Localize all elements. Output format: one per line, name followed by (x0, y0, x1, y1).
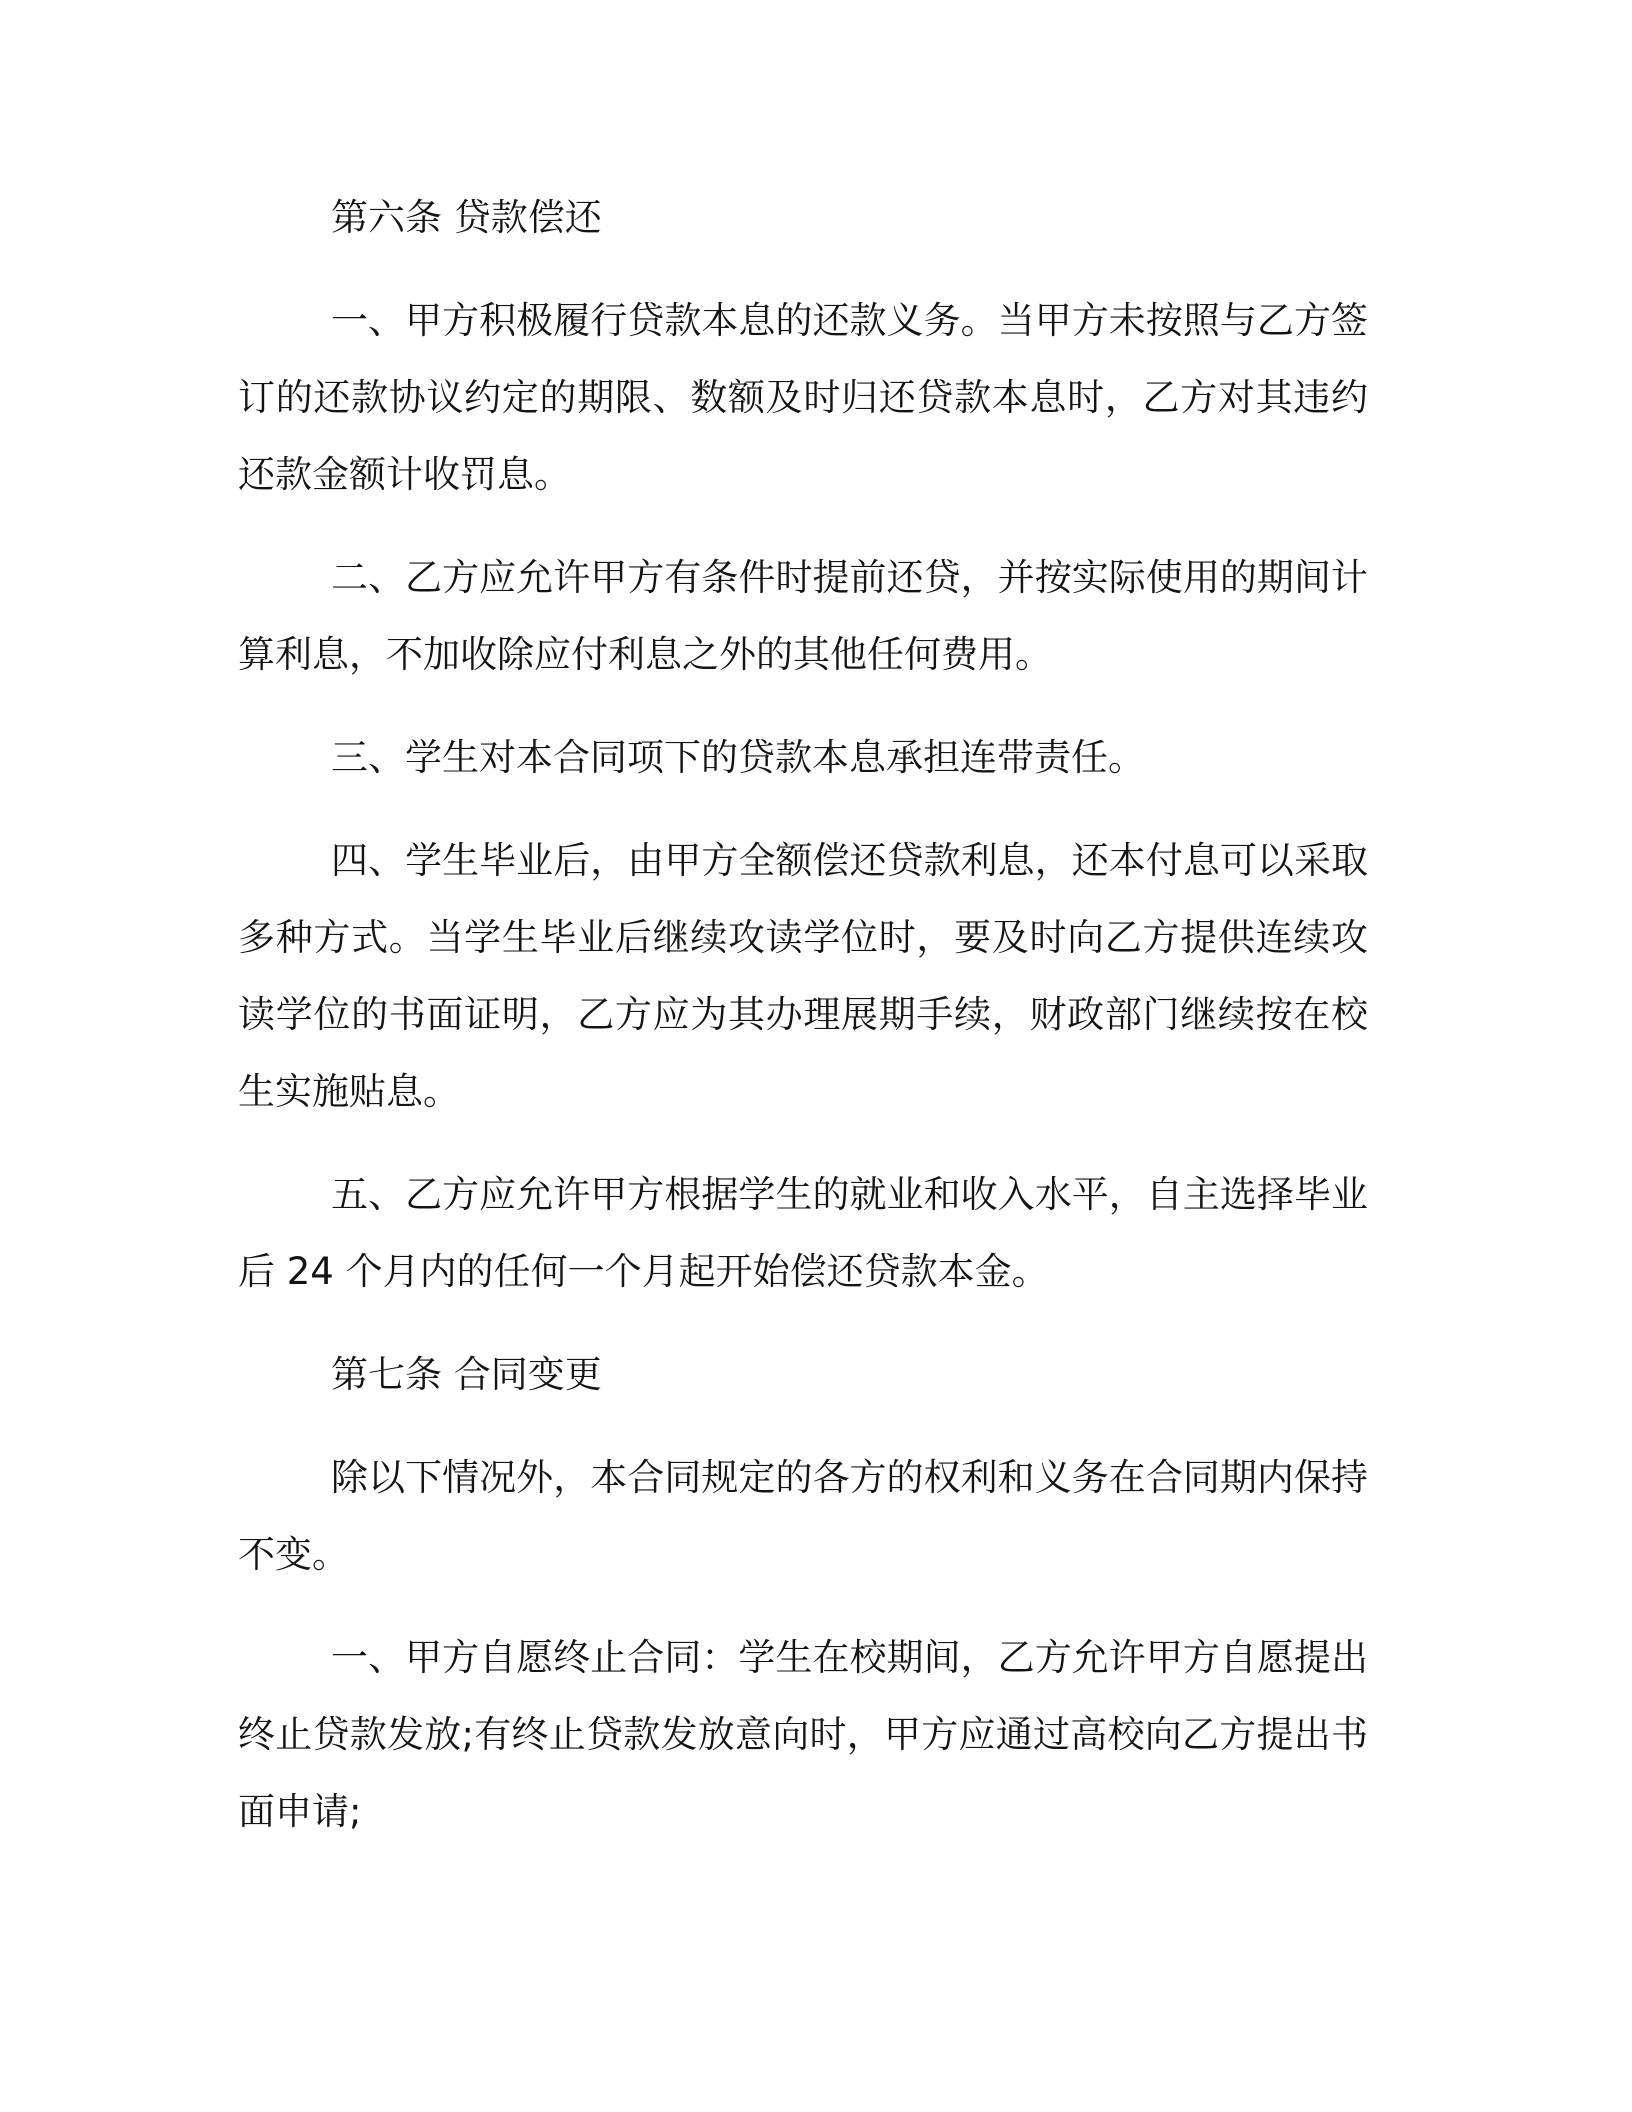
article-6-item-1 (238, 282, 1368, 513)
article-7-item-1 (238, 1619, 1368, 1850)
article-6-item-3-line-1: 三、学生对本合同项下的贷款本息承担连带责任。 (331, 736, 1145, 779)
article-7-intro-line-1: 除以下情况外，本合同规定的各方的权利和义务在合同期内保持 (331, 1456, 1368, 1499)
article-6-item-4-line-2: 多种方式。当学生毕业后继续攻读学位时，要及时向乙方提供连续攻 (238, 916, 1368, 959)
article-6-heading-block (238, 179, 1368, 256)
article-6-item-5-line-2: 后 24 个月内的任何一个月起开始偿还贷款本金。 (238, 1250, 1049, 1293)
article-6-item-2-line-1: 二、乙方应允许甲方有条件时提前还贷，并按实际使用的期间计 (331, 556, 1368, 599)
article-7-item-1-line-1: 一、甲方自愿终止合同：学生在校期间，乙方允许甲方自愿提出 (331, 1636, 1368, 1679)
article-6-heading: 第六条 贷款偿还 (331, 196, 602, 239)
article-6-item-4 (238, 822, 1368, 1130)
article-7-heading-block (238, 1336, 1368, 1413)
article-7-item-1-line-3: 面申请; (238, 1790, 362, 1833)
article-6-item-4-line-3: 读学位的书面证明，乙方应为其办理展期手续，财政部门继续按在校 (238, 993, 1368, 1036)
article-7-item-1-line-2: 终止贷款发放;有终止贷款发放意向时，甲方应通过高校向乙方提出书 (238, 1713, 1368, 1756)
article-6-item-5-line-1: 五、乙方应允许甲方根据学生的就业和收入水平，自主选择毕业 (331, 1173, 1368, 1216)
article-6-item-1-line-2: 订的还款协议约定的期限、数额及时归还贷款本息时，乙方对其违约 (238, 376, 1368, 419)
article-6-item-2-line-2: 算利息，不加收除应付利息之外的其他任何费用。 (238, 633, 1052, 676)
document-page (238, 179, 1368, 1850)
article-6-item-2 (238, 539, 1368, 693)
article-6-item-1-line-3: 还款金额计收罚息。 (238, 453, 571, 496)
article-7-intro (238, 1439, 1368, 1593)
article-7-heading: 第七条 合同变更 (331, 1353, 602, 1396)
article-6-item-1-line-1: 一、甲方积极履行贷款本息的还款义务。当甲方未按照与乙方签 (331, 299, 1368, 342)
article-6-item-4-line-4: 生实施贴息。 (238, 1070, 460, 1113)
article-6-item-3 (238, 719, 1368, 796)
article-6-item-4-line-1: 四、学生毕业后，由甲方全额偿还贷款利息，还本付息可以采取 (331, 839, 1368, 882)
article-6-item-5 (238, 1156, 1368, 1310)
article-7-intro-line-2: 不变。 (238, 1533, 349, 1576)
